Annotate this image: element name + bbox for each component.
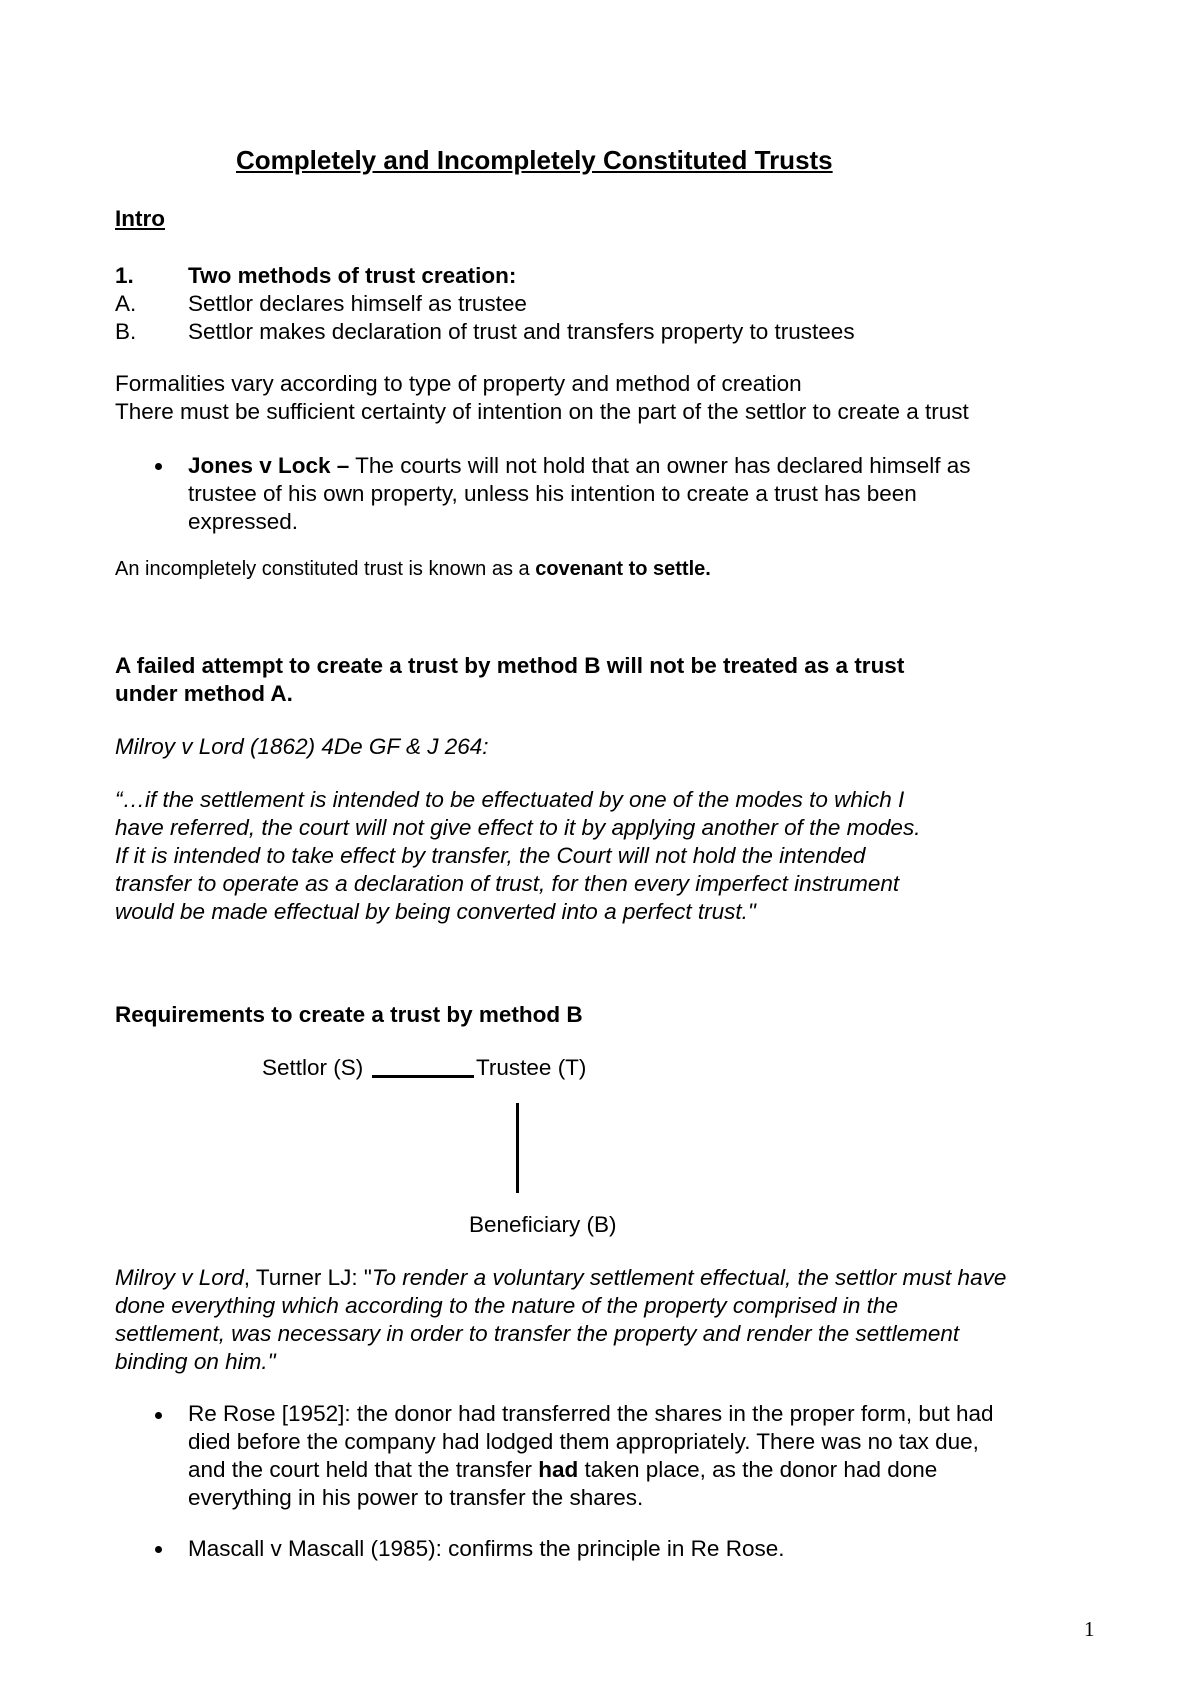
bullet-icon	[155, 463, 162, 470]
diagram-settlor-trustee-line	[372, 1075, 474, 1078]
method-a-text: Settlor declares himself as trustee	[188, 291, 527, 316]
covenant-bold: covenant to settle.	[535, 558, 711, 580]
jones-v-lock-text: The courts will not hold that an owner has declared himself as	[349, 453, 971, 478]
milroy-turner-line2: done everything which according to the nature of the property comprised in the	[115, 1293, 898, 1318]
milroy-quote-line1: “…if the settlement is intended to be effectuated by one of the modes to which I	[115, 787, 905, 812]
milroy-turner-line4: binding on him."	[115, 1349, 276, 1374]
list-title: Two methods of trust creation:	[188, 263, 517, 288]
milroy-case-name: Milroy v Lord	[115, 1265, 244, 1290]
jones-v-lock-line3: expressed.	[188, 509, 299, 534]
milroy-turner-line3: settlement, was necessary in order to transfer the property and render the settlement	[115, 1321, 960, 1346]
milroy-quote-line3: If it is intended to take effect by transfer, the Court will not hold the intended	[115, 843, 866, 868]
intro-heading: Intro	[115, 206, 165, 231]
milroy-quote-line4: transfer to operate as a declaration of trust, for then every imperfect instrument	[115, 871, 900, 896]
bullet-icon	[155, 1546, 162, 1553]
diagram-trustee-beneficiary-line	[516, 1103, 519, 1193]
rerose-line4: everything in his power to transfer the shares.	[188, 1485, 644, 1510]
page-title: Completely and Incompletely Constituted Trusts	[236, 145, 833, 175]
rerose-had: had	[538, 1457, 579, 1482]
diagram-settlor: Settlor (S)	[262, 1055, 364, 1080]
covenant-para	[115, 555, 711, 583]
milroy-turner-line1	[115, 1264, 1006, 1292]
milroy-turner-text: To render a voluntary settlement effectual, the settlor must have	[371, 1265, 1007, 1290]
mascall-line: Mascall v Mascall (1985): confirms the principle in Re Rose.	[188, 1536, 785, 1561]
milroy-quote-line5: would be made effectual by being converted into a perfect trust."	[115, 899, 756, 924]
bullet-icon	[155, 1412, 162, 1419]
list-number: 1.	[115, 263, 134, 288]
jones-v-lock-line1	[188, 452, 971, 480]
failed-heading-line1: A failed attempt to create a trust by method B will not be treated as a trust	[115, 653, 905, 678]
certainty-para: There must be sufficient certainty of intention on the part of the settlor to create a trust	[115, 399, 969, 424]
method-a-marker: A.	[115, 291, 137, 316]
method-b-marker: B.	[115, 319, 137, 344]
page-number: 1	[1084, 1617, 1095, 1641]
milroy-quote-line2: have referred, the court will not give effect to it by applying another of the modes.	[115, 815, 921, 840]
rerose-line1: Re Rose [1952]: the donor had transferred the shares in the proper form, but had	[188, 1401, 994, 1426]
rerose-line3-post: taken place, as the donor had done	[578, 1457, 938, 1482]
failed-heading-line2: under method A.	[115, 681, 293, 706]
requirements-heading: Requirements to create a trust by method B	[115, 1002, 583, 1027]
method-b-text: Settlor makes declaration of trust and transfers property to trustees	[188, 319, 855, 344]
diagram-trustee: Trustee (T)	[476, 1055, 587, 1080]
formalities-para: Formalities vary according to type of property and method of creation	[115, 371, 802, 396]
jones-v-lock-line2: trustee of his own property, unless his intention to create a trust has been	[188, 481, 917, 506]
rerose-line2: died before the company had lodged them appropriately. There was no tax due,	[188, 1429, 979, 1454]
diagram-beneficiary: Beneficiary (B)	[469, 1212, 617, 1237]
rerose-line3	[188, 1456, 937, 1484]
milroy-case-ref: Milroy v Lord (1862) 4De GF & J 264:	[115, 734, 489, 759]
covenant-pre: An incompletely constituted trust is known as a	[115, 558, 536, 580]
milroy-judge: , Turner LJ: "	[243, 1265, 372, 1290]
rerose-line3-pre: and the court held that the transfer	[188, 1457, 539, 1482]
jones-v-lock-case: Jones v Lock –	[188, 453, 350, 478]
